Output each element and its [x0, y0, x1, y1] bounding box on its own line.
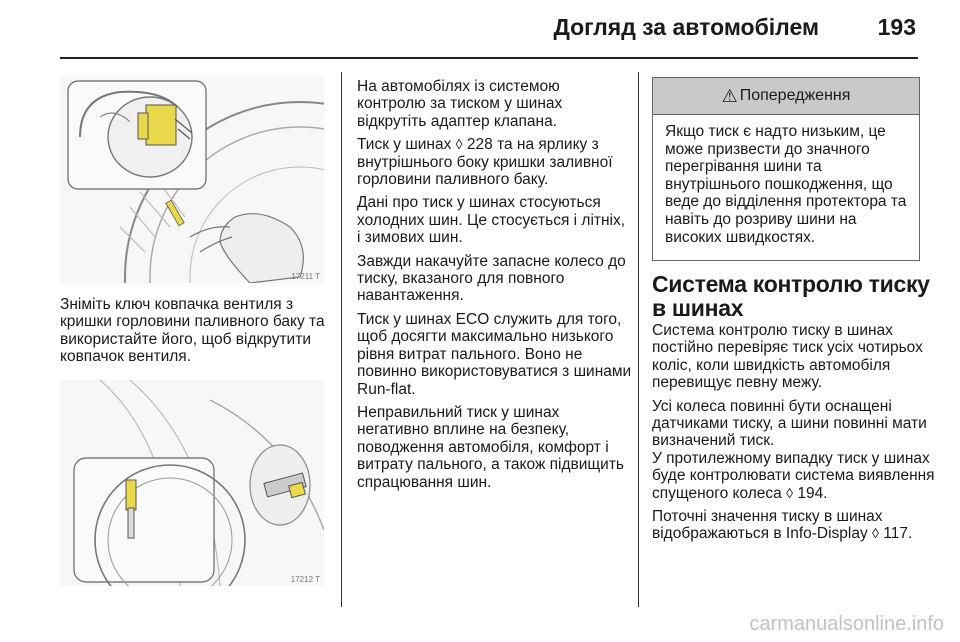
figure-top-valve-key [60, 77, 324, 283]
paragraph: Тиск у шинах ECO служить для того, щоб досягти максимально низького рівня витрат пального. Воно не повинно використовуватися з шинами Run-flat. [357, 310, 632, 398]
paragraph: Завжди накачуйте запасне колесо до тиску, вказаного для повного навантаження. [357, 252, 626, 305]
paragraph: Система контролю тиску в шинах постійно перевіряє тиск усіх чотирьох коліс, коли швидкість автомобіля перевищує певну межу. [652, 322, 923, 392]
paragraph-tyre-pressure-ref [357, 136, 632, 188]
text: 194. [793, 484, 828, 502]
paragraph: Неправильний тиск у шинах негативно вплине на безпеку, поводження автомобіля, комфорт і витрату пального, а також підвищить спрацювання шин. [357, 403, 624, 491]
paragraph: Дані про тиск у шинах стосуються холодних шин. Це стосується і літніх, і зимових шин. [357, 194, 626, 247]
paragraph: Усі колеса повинні бути оснащені датчиками тиску, а шини повинні мати визначений тиск. [652, 397, 927, 450]
warning-header [653, 78, 919, 115]
text: 228 та на ярлику з внутрішнього боку кришки заливної горловини паливного баку. [357, 136, 613, 189]
reference-arrow-icon: ◊ [455, 136, 463, 153]
column-1 [60, 296, 330, 372]
figure-caption: Зніміть ключ ковпачка вентиля з кришки горловини паливного баку та використайте його, щоб відкрутити ковпачок вентиля. [60, 296, 325, 366]
warning-title: Попередження [739, 87, 851, 104]
paragraph-info-display-ref [652, 508, 937, 543]
column-3 [652, 322, 937, 549]
illustration-tyre-valve-key [60, 77, 324, 283]
header-divider [60, 57, 918, 59]
column-2 [357, 78, 632, 497]
figure-number: 17211 T [291, 272, 320, 281]
page-header-title: Догляд за автомобілем [553, 14, 819, 40]
text: У протилежному випадку тиск у шинах буде контролювати система виявлення спущеного колеса [652, 449, 935, 502]
text: Поточні значення тиску в шинах відображаються в Info-Display [652, 508, 883, 543]
watermark: carmanualsonline.info [749, 613, 944, 635]
warning-triangle-icon: ⚠ [721, 85, 738, 106]
column-divider-left [341, 72, 342, 607]
warning-box [652, 77, 920, 261]
illustration-valve-cap [60, 380, 324, 586]
page-number: 193 [877, 14, 916, 40]
section-heading: Система контролю тиску в шинах [652, 271, 930, 321]
reference-arrow-icon: ◊ [786, 484, 794, 501]
text: 117. [878, 525, 913, 543]
reference-arrow-icon: ◊ [872, 525, 879, 542]
paragraph-flat-tyre-ref [652, 450, 937, 502]
warning-text: Якщо тиск є надто низьким, це може призвести до значного перегрівання шини та внутрішнього пошкодження, що веде до відділення протектора та навіть до розриву шини на високих швидкостях. [665, 123, 907, 246]
paragraph: На автомобілях із системою контролю за тиском у шинах відкрутіть адаптер клапана. [357, 78, 563, 130]
column-divider-right [638, 72, 639, 607]
figure-bottom-valve-cap [60, 380, 324, 586]
figure-number: 17212 T [290, 575, 320, 584]
text: Тиск у шинах [357, 136, 456, 154]
